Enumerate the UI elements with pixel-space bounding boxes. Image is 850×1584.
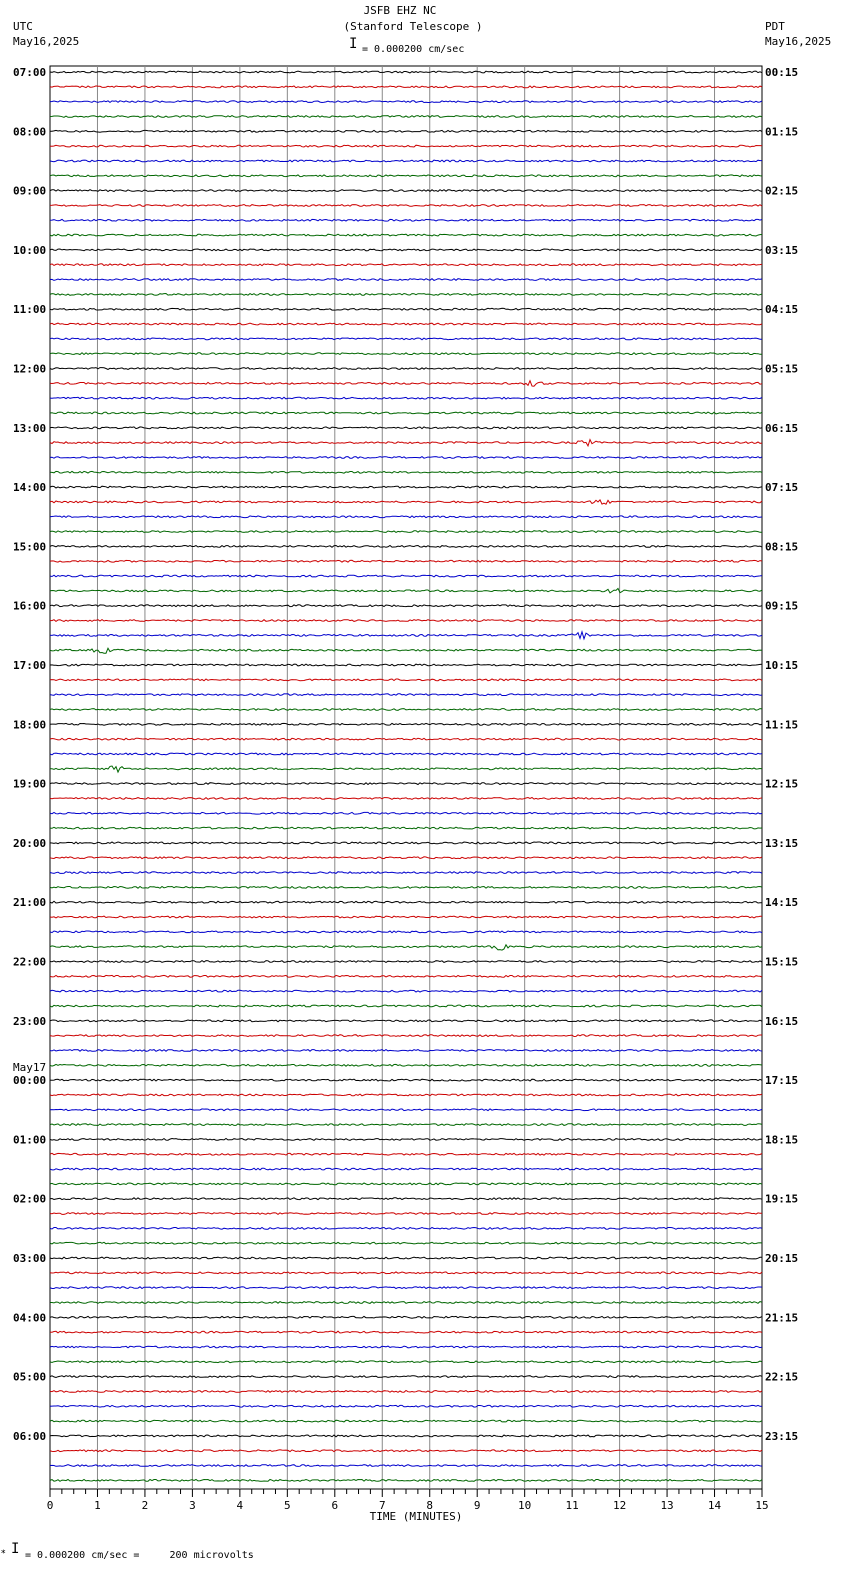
x-tick-label: 10 <box>518 1499 532 1512</box>
pdt-hour-label: 01:15 <box>765 125 799 139</box>
seismic-trace <box>50 694 762 696</box>
seismic-trace <box>50 798 762 800</box>
seismic-trace <box>50 397 762 399</box>
seismic-trace <box>50 323 762 325</box>
seismic-trace <box>50 471 762 473</box>
seismic-trace <box>50 1420 762 1422</box>
pdt-hour-label: 15:15 <box>765 955 799 969</box>
seismic-trace <box>50 1435 762 1437</box>
seismic-trace <box>50 1139 762 1141</box>
footer-scale-bar-icon: I <box>11 1541 20 1557</box>
seismic-trace <box>50 1391 762 1393</box>
station-title: JSFB EHZ NC <box>363 4 437 17</box>
site-subtitle: (Stanford Telescope ) <box>343 20 483 33</box>
seismic-trace <box>50 1050 762 1052</box>
seismic-trace <box>50 1242 762 1244</box>
utc-hour-label: 00:00 <box>13 1074 47 1088</box>
seismic-trace <box>50 175 762 177</box>
x-tick-label: 2 <box>141 1499 149 1512</box>
footer-scale-text: = 0.000200 cm/sec = 200 microvolts <box>25 1550 254 1561</box>
seismic-trace <box>50 1331 762 1333</box>
seismic-trace <box>50 116 762 118</box>
seismic-trace <box>50 1228 762 1230</box>
seismic-trace <box>50 205 762 207</box>
utc-hour-label: 02:00 <box>13 1192 47 1206</box>
seismic-trace <box>50 766 762 772</box>
seismic-trace <box>50 857 762 859</box>
utc-hour-label: 09:00 <box>13 184 47 198</box>
seismic-trace <box>50 753 762 755</box>
seismic-trace <box>50 1020 762 1022</box>
seismic-trace <box>50 589 762 593</box>
seismic-trace <box>50 1109 762 1111</box>
x-tick-label: 9 <box>473 1499 481 1512</box>
seismic-trace <box>50 945 762 950</box>
seismic-trace <box>50 1035 762 1037</box>
left-date: May16,2025 <box>13 35 80 48</box>
seismic-trace <box>50 486 762 488</box>
seismic-trace <box>50 1168 762 1170</box>
seismic-trace <box>50 709 762 711</box>
seismic-trace <box>50 516 762 518</box>
seismic-trace <box>50 101 762 103</box>
seismic-trace <box>50 294 762 296</box>
seismic-trace <box>50 353 762 355</box>
seismic-trace <box>50 219 762 221</box>
x-tick-label: 14 <box>707 1499 722 1512</box>
right-timezone: PDT <box>765 20 785 33</box>
seismic-trace <box>50 412 762 414</box>
pdt-hour-label: 12:15 <box>765 777 799 791</box>
utc-hour-label: 12:00 <box>13 362 47 376</box>
seismic-trace <box>50 901 762 903</box>
seismic-trace <box>50 1005 762 1007</box>
utc-hour-label: 14:00 <box>13 481 47 495</box>
pdt-hour-label: 22:15 <box>765 1370 799 1384</box>
x-tick-label: 6 <box>331 1499 339 1512</box>
x-tick-label: 5 <box>284 1499 291 1512</box>
seismic-trace <box>50 560 762 562</box>
seismic-trace <box>50 1183 762 1185</box>
utc-hour-label: 07:00 <box>13 66 47 79</box>
utc-hour-label: 15:00 <box>13 540 47 554</box>
seismic-trace <box>50 723 762 725</box>
seismic-trace <box>50 827 762 829</box>
seismic-trace <box>50 160 762 162</box>
seismic-trace <box>50 86 762 88</box>
seismic-trace <box>50 1361 762 1363</box>
x-tick-label: 11 <box>565 1499 579 1512</box>
seismic-trace <box>50 842 762 844</box>
seismic-trace <box>50 961 762 963</box>
pdt-hour-label: 20:15 <box>765 1252 799 1265</box>
seismic-trace <box>50 1316 762 1318</box>
pdt-hour-label: 07:15 <box>765 481 799 495</box>
seismic-trace <box>50 1153 762 1155</box>
pdt-hour-label: 10:15 <box>765 659 799 672</box>
pdt-hour-label: 16:15 <box>765 1014 799 1028</box>
seismic-trace <box>50 648 762 653</box>
x-tick-label: 1 <box>94 1499 101 1512</box>
seismic-trace <box>50 1094 762 1096</box>
seismic-trace <box>50 1376 762 1378</box>
pdt-hour-label: 02:15 <box>765 184 799 198</box>
utc-hour-label: 05:00 <box>13 1370 47 1384</box>
seismic-trace <box>50 338 762 340</box>
seismic-trace <box>50 664 762 666</box>
date-change-label: May17 <box>13 1061 47 1074</box>
seismic-trace <box>50 249 762 251</box>
utc-hour-label: 17:00 <box>13 659 47 672</box>
pdt-hour-label: 03:15 <box>765 243 799 257</box>
seismic-trace <box>50 990 762 992</box>
footer-scale-icon: ⁎ <box>1 1546 6 1556</box>
seismic-trace <box>50 1346 762 1348</box>
x-tick-label: 7 <box>378 1499 386 1512</box>
x-tick-label: 8 <box>426 1499 434 1512</box>
seismic-trace <box>50 440 762 446</box>
pdt-hour-label: 08:15 <box>765 540 799 554</box>
seismic-trace <box>50 264 762 266</box>
seismic-trace <box>50 1124 762 1126</box>
pdt-hour-label: 13:15 <box>765 836 799 850</box>
seismic-trace <box>50 381 762 387</box>
seismic-trace <box>50 575 762 577</box>
pdt-hour-label: 17:15 <box>765 1074 799 1088</box>
pdt-hour-label: 04:15 <box>765 303 799 317</box>
seismic-trace <box>50 457 762 459</box>
x-tick-label: 4 <box>236 1499 244 1512</box>
seismic-trace <box>50 632 762 639</box>
utc-hour-label: 10:00 <box>13 243 47 257</box>
pdt-hour-label: 21:15 <box>765 1311 799 1325</box>
scale-label: = 0.000200 cm/sec <box>362 44 465 55</box>
seismic-trace <box>50 916 762 918</box>
pdt-hour-label: 06:15 <box>765 421 799 435</box>
seismic-trace <box>50 500 762 504</box>
pdt-hour-label: 23:15 <box>765 1429 799 1443</box>
seismic-trace <box>50 1272 762 1274</box>
seismic-trace <box>50 1465 762 1467</box>
seismic-trace <box>50 1405 762 1407</box>
utc-hour-label: 04:00 <box>13 1311 47 1325</box>
x-tick-label: 15 <box>755 1499 769 1512</box>
utc-hour-label: 11:00 <box>13 303 47 317</box>
seismic-trace <box>50 887 762 889</box>
utc-hour-label: 21:00 <box>13 896 47 910</box>
right-date: May16,2025 <box>765 35 832 48</box>
pdt-hour-label: 14:15 <box>765 896 799 910</box>
x-tick-label: 13 <box>660 1499 674 1512</box>
seismic-trace <box>50 605 762 607</box>
seismic-trace <box>50 1480 762 1482</box>
seismic-trace <box>50 546 762 548</box>
seismic-trace <box>50 190 762 192</box>
seismic-trace <box>50 145 762 147</box>
pdt-hour-label: 09:15 <box>765 599 799 613</box>
pdt-hour-label: 00:15 <box>765 66 799 79</box>
pdt-hour-label: 18:15 <box>765 1133 799 1147</box>
seismic-trace <box>50 1450 762 1452</box>
utc-hour-label: 22:00 <box>13 955 47 969</box>
seismic-trace <box>50 931 762 933</box>
seismic-trace <box>50 234 762 236</box>
x-axis-title: TIME (MINUTES) <box>369 1510 463 1523</box>
scale-bar-icon: I <box>349 36 358 52</box>
seismic-trace <box>50 1198 762 1200</box>
utc-hour-label: 08:00 <box>13 125 47 139</box>
x-tick-label: 12 <box>612 1499 627 1512</box>
utc-hour-label: 13:00 <box>13 421 47 435</box>
x-tick-label: 0 <box>46 1499 54 1512</box>
utc-hour-label: 20:00 <box>13 836 47 850</box>
seismic-trace <box>50 679 762 681</box>
seismic-trace <box>50 1302 762 1304</box>
seismic-trace <box>50 738 762 740</box>
pdt-hour-label: 11:15 <box>765 718 799 732</box>
seismic-trace <box>50 130 762 132</box>
utc-hour-label: 18:00 <box>13 718 47 732</box>
seismic-trace <box>50 368 762 370</box>
seismic-trace <box>50 279 762 281</box>
seismic-trace <box>50 531 762 533</box>
utc-hour-label: 03:00 <box>13 1252 47 1265</box>
pdt-hour-label: 19:15 <box>765 1192 799 1206</box>
seismic-trace <box>50 872 762 874</box>
seismic-trace <box>50 1257 762 1259</box>
x-tick-label: 3 <box>189 1499 196 1512</box>
seismic-trace <box>50 71 762 73</box>
seismic-trace <box>50 1213 762 1215</box>
utc-hour-label: 06:00 <box>13 1429 47 1443</box>
utc-hour-label: 01:00 <box>13 1133 47 1147</box>
utc-hour-label: 23:00 <box>13 1014 47 1028</box>
pdt-hour-label: 05:15 <box>765 362 799 376</box>
seismic-trace <box>50 1287 762 1289</box>
seismic-trace <box>50 783 762 785</box>
seismic-trace <box>50 812 762 814</box>
utc-hour-label: 19:00 <box>13 777 47 791</box>
seismic-trace <box>50 1064 762 1066</box>
seismic-trace <box>50 1079 762 1081</box>
seismic-trace <box>50 308 762 310</box>
seismic-trace <box>50 427 762 429</box>
seismic-trace <box>50 975 762 977</box>
left-timezone: UTC <box>13 20 33 33</box>
utc-hour-label: 16:00 <box>13 599 47 613</box>
seismic-trace <box>50 620 762 622</box>
